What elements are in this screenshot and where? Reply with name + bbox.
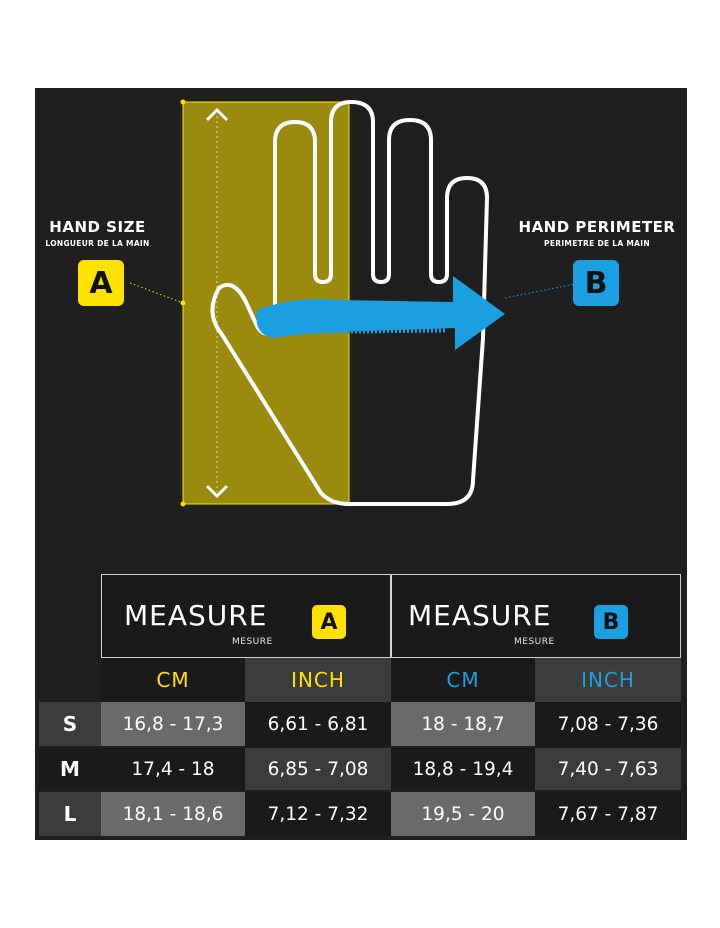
row-s-b-cm: 18 - 18,7 [391,702,535,746]
row-m-b-inch: 7,40 - 7,63 [535,748,681,790]
measure-b-badge: B [594,605,628,639]
row-s-b-inch: 7,08 - 7,36 [535,702,681,746]
unit-cm-a: CM [101,658,245,702]
row-m-a-inch: 6,85 - 7,08 [245,748,391,790]
hand-diagram [35,88,687,558]
measure-a-word: MEASURE [124,599,268,632]
unit-inch-a: INCH [245,658,391,702]
row-l-a-inch: 7,12 - 7,32 [245,792,391,836]
size-table [35,574,681,840]
measure-a-badge: A [312,605,346,639]
measure-b-header [391,574,681,658]
hand-perimeter-title: HAND PERIMETER [518,218,676,236]
hand-size-subtitle: LONGUEUR DE LA MAIN [45,239,150,248]
measure-b-sub: MESURE [514,637,555,647]
row-m-b-cm: 18,8 - 19,4 [391,748,535,790]
row-l-b-cm: 19,5 - 20 [391,792,535,836]
measure-a-sub: MESURE [232,637,273,647]
row-l-b-inch: 7,67 - 7,87 [535,792,681,836]
row-l-a-cm: 18,1 - 18,6 [101,792,245,836]
unit-inch-b: INCH [535,658,681,702]
badge-a: A [78,260,124,306]
measure-a-header [101,574,391,658]
unit-cm-b: CM [391,658,535,702]
measure-b-word: MEASURE [408,599,552,632]
row-s-a-inch: 6,61 - 6,81 [245,702,391,746]
row-s-label: S [39,702,101,746]
hand-size-title: HAND SIZE [49,218,146,236]
hand-perimeter-subtitle: PERIMETRE DE LA MAIN [544,239,650,248]
row-m-a-cm: 17,4 - 18 [101,748,245,790]
row-l-label: L [39,792,101,836]
row-s-a-cm: 16,8 - 17,3 [101,702,245,746]
badge-b: B [573,260,619,306]
row-m-label: M [39,748,101,790]
